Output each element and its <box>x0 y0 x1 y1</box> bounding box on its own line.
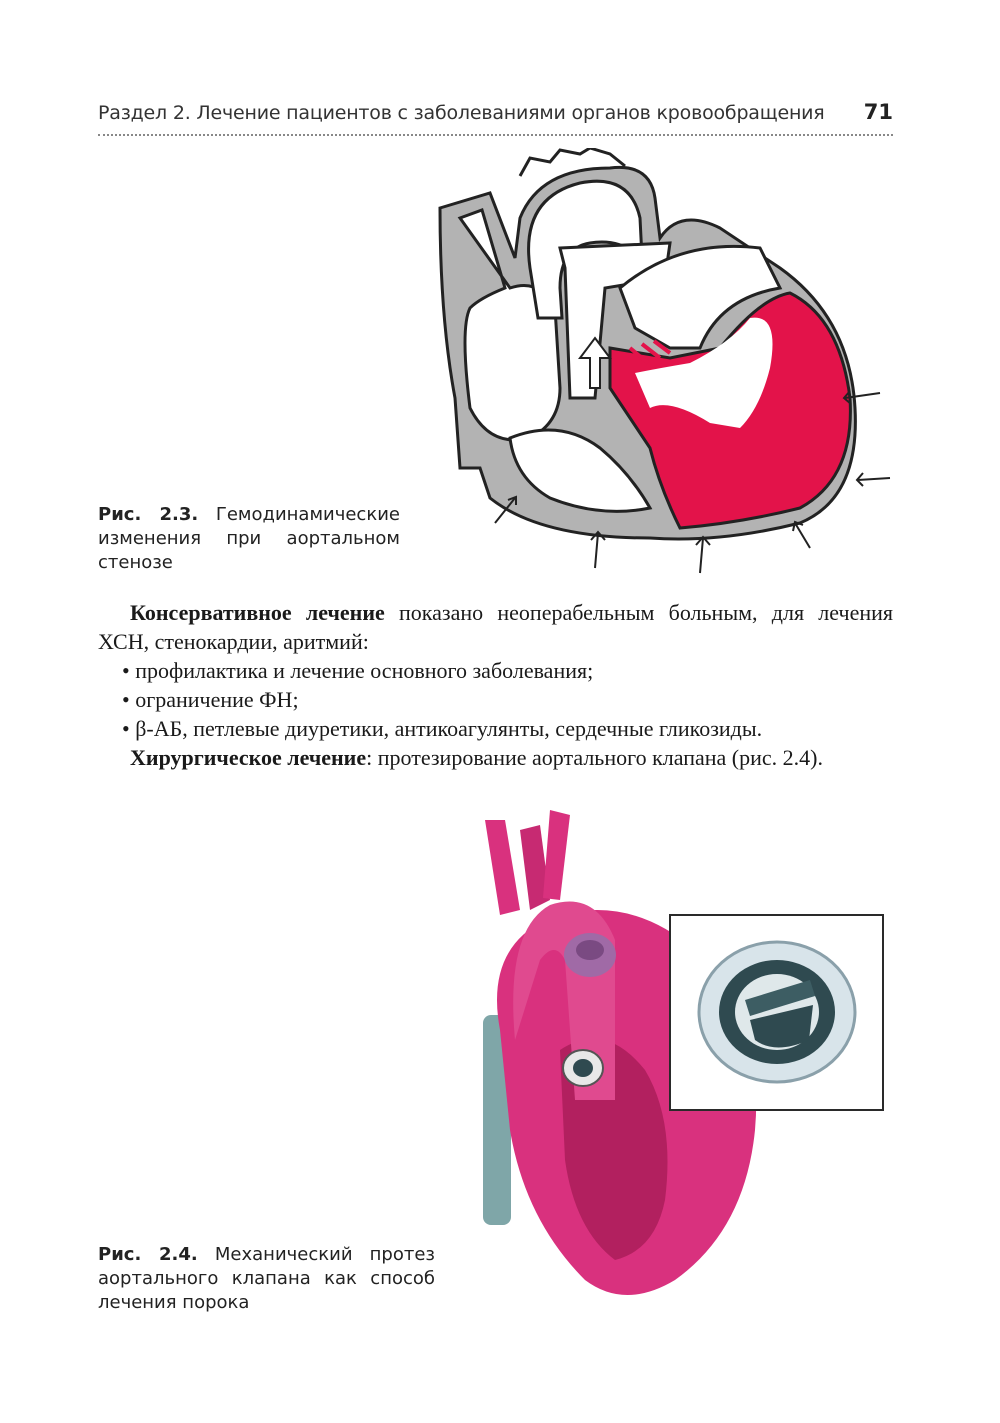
conservative-heading: Консервативное лечение <box>130 600 385 625</box>
bullet-item: • профилактика и лечение основного заболевания; <box>122 658 594 683</box>
conservative-text: показано неоперабельным больным, для лечения ХСН, стенокардии, аритмий: <box>98 600 894 654</box>
figure-mechanical-valve <box>465 800 895 1320</box>
surgical-text: : протезирование аортального клапана (рис. 2.4). <box>366 745 823 770</box>
pulmonary-artery-opening <box>576 940 604 960</box>
figure1-caption <box>98 503 400 575</box>
paragraph-conservative <box>98 598 893 656</box>
figure1-caption-text: Гемодинамические изменения при аортальном стенозе <box>98 504 400 573</box>
paragraph-surgical <box>98 743 893 772</box>
valve-in-heart-center <box>573 1059 593 1077</box>
bullet-item: • β-АБ, петлевые диуретики, антикоагулянты, сердечные гликозиды. <box>122 716 763 741</box>
main-text <box>98 598 893 772</box>
bullet-item: • ограничение ФН; <box>122 687 299 712</box>
figure2-caption <box>98 1243 435 1315</box>
page-header <box>98 98 893 136</box>
running-title: Раздел 2. Лечение пациентов с заболеваниями органов кровообращения <box>98 102 825 124</box>
figure2-label: Рис. 2.4. <box>98 1244 198 1265</box>
surgical-heading: Хирургическое лечение <box>130 745 367 770</box>
figure1-label: Рис. 2.3. <box>98 504 199 525</box>
vessel-branch <box>485 820 520 915</box>
page-number: 71 <box>863 100 893 124</box>
figure2-caption-text: Механический протез аортального клапана как способ лечения порока <box>98 1244 435 1313</box>
figure-aortic-stenosis <box>420 148 900 588</box>
vessel-branch <box>543 810 570 900</box>
